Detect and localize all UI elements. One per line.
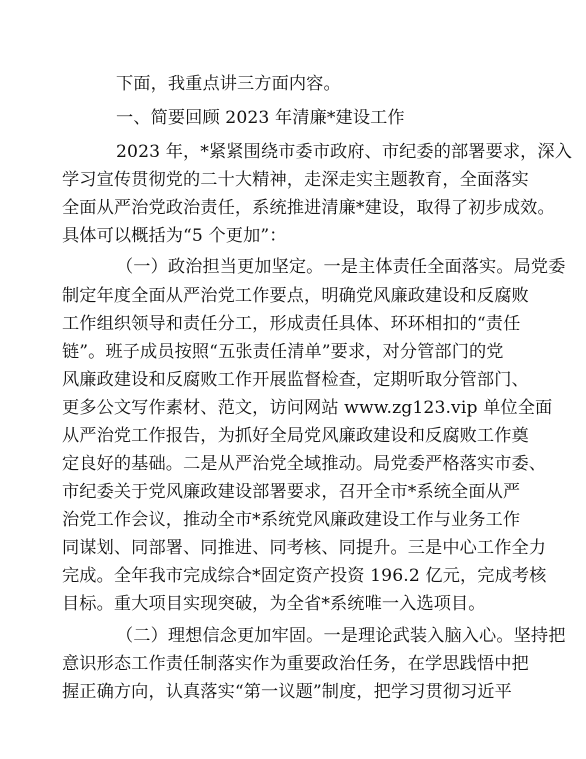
paragraph-line: 目标。重大项目实现突破，为全省*系统唯一入选项目。 — [62, 594, 486, 614]
paragraph-line: 风廉政建设和反腐败工作开展监督检查，定期听取分管部门、 — [62, 370, 529, 390]
paragraph-line: 全面从严治党政治责任，系统推进清廉*建设，取得了初步成效。 — [62, 198, 555, 218]
paragraph-line: 工作组织领导和责任分工，形成责任具体、环环相扣的“责任 — [62, 314, 521, 334]
paragraph-line: 完成。全年我市完成综合*固定资产投资 196.2 亿元，完成考核 — [62, 566, 547, 586]
paragraph-line: 治党工作会议，推动全市*系统党风廉政建设工作与业务工作 — [62, 510, 521, 530]
paragraph-line: 2023 年，*紧紧围绕市委市政府、市纪委的部署要求，深入 — [116, 142, 573, 162]
paragraph-line: （一）政治担当更加坚定。一是主体责任全面落实。局党委 — [116, 257, 566, 277]
paragraph-line: 学习宣传贯彻党的二十大精神，走深走实主题教育，全面落实 — [62, 170, 529, 190]
paragraph-line: 具体可以概括为“5 个更加”： — [62, 226, 287, 246]
paragraph-line: 更多公文写作素材、范文，访问网站 www.zg123.vip 单位全面 — [62, 398, 553, 418]
paragraph-line: 同谋划、同部署、同推进、同考核、同提升。三是中心工作全力 — [62, 538, 547, 558]
intro-line: 下面，我重点讲三方面内容。 — [116, 74, 341, 94]
paragraph-line: 链”。班子成员按照“五张责任清单”要求，对分管部门的党 — [62, 342, 504, 362]
paragraph-line: 从严治党工作报告，为抓好全局党风廉政建设和反腐败工作奠 — [62, 426, 529, 446]
paragraph-line: 定良好的基础。二是从严治党全域推动。局党委严格落实市委、 — [62, 454, 547, 474]
paragraph-line: （二）理想信念更加牢固。一是理论武装入脑入心。坚持把 — [116, 626, 566, 646]
section-heading: 一、简要回顾 2023 年清廉*建设工作 — [116, 108, 405, 128]
paragraph-line: 意识形态工作责任制落实作为重要政治任务，在学思践悟中把 — [62, 654, 529, 674]
paragraph-line: 握正确方向，认真落实“第一议题”制度，把学习贯彻习近平 — [62, 682, 512, 702]
paragraph-line: 制定年度全面从严治党工作要点，明确党风廉政建设和反腐败 — [62, 286, 529, 306]
paragraph-line: 市纪委关于党风廉政建设部署要求，召开全市*系统全面从严 — [62, 482, 521, 502]
